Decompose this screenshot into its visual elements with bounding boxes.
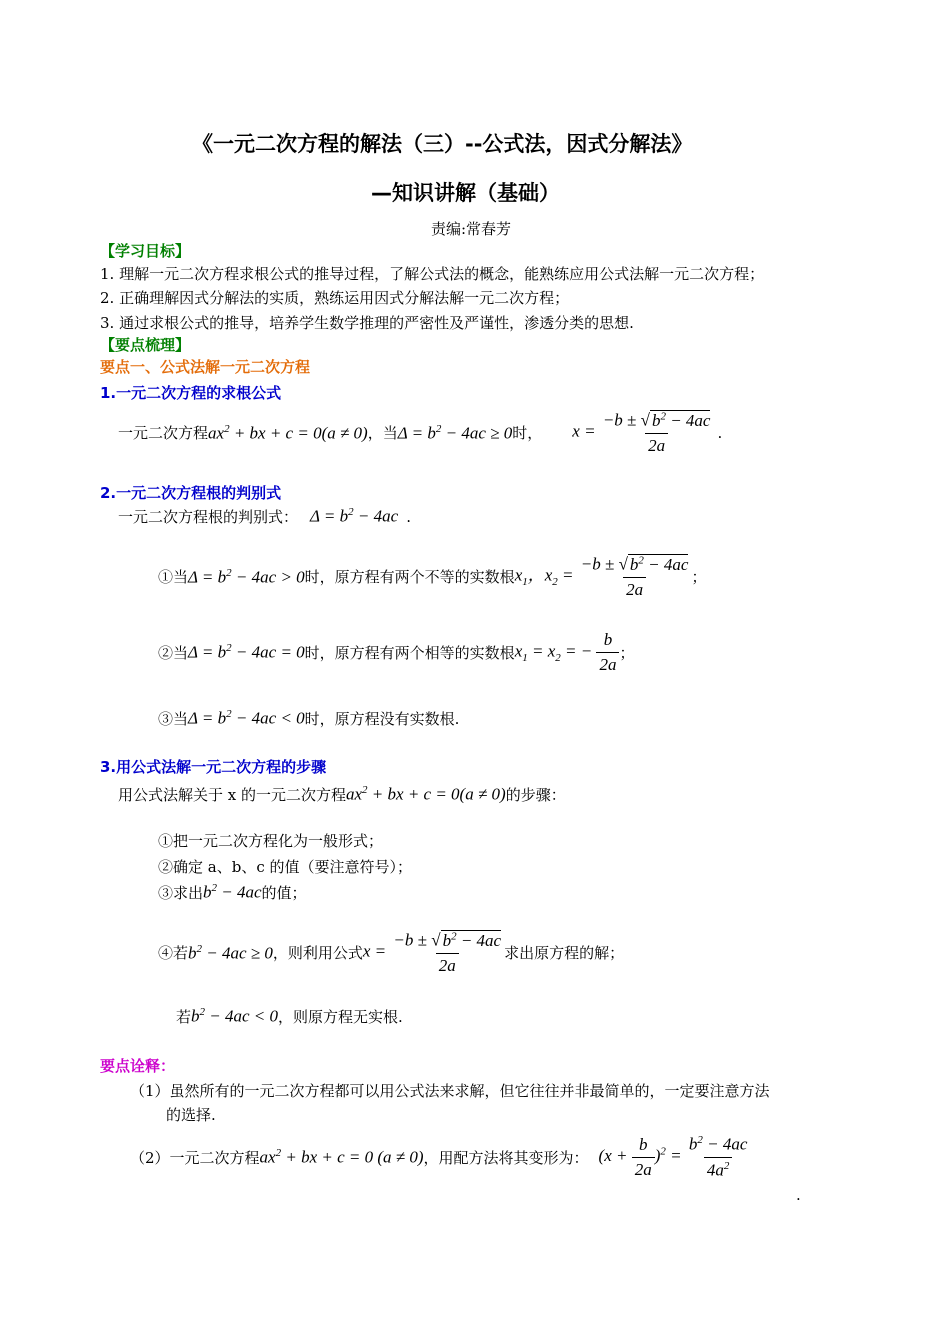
goal-item: 2. 正确理解因式分解法的实质，熟练运用因式分解法解一元二次方程； [100,289,570,307]
text: 的步骤： [505,786,566,804]
discriminant-line [118,506,411,527]
note-2 [130,1134,750,1180]
semicolon: ； [619,644,635,662]
point-one-heading: 要点一、公式法解一元二次方程 [100,358,311,376]
discriminant-condition: $\Delta = b^2 - 4ac \ge 0$ [397,422,513,443]
goals-heading: 【学习目标】 [100,242,191,260]
section-3-heading: 3.用公式法解一元二次方程的步骤 [100,758,327,776]
text: ④若 [158,944,189,963]
step-5-condition: $b^2 - 4ac < 0$ [191,1006,279,1026]
semicolon: ； [691,568,707,587]
text: ③求出 [158,884,204,902]
step-4-formula: x = $\frac{-b \pm √ b^2 - 4ac}{2a}$ [362,930,502,975]
general-equation: $ax^2$ + bx + c = 0(a ≠ 0) [208,422,368,443]
text: 若 [176,1008,192,1026]
text: 的值； [261,884,307,902]
text: ，则原方程无实根. [278,1008,403,1026]
text: ，当 [367,424,398,443]
case-2-condition: $\Delta = b^2 - 4ac = 0$ [188,642,305,662]
case-1 [158,554,706,600]
case-3-condition: $\Delta = b^2 - 4ac < 0$ [188,708,305,728]
text: ，用配方法将其变形为： [423,1148,589,1167]
case-1-roots: $x_1$，$x_2$ = $\frac{-b \pm √ b^2 - 4ac}{2a}$ [514,554,689,599]
period: . [717,423,723,442]
text: 求出原方程的解； [504,944,625,963]
text: 一元二次方程 [118,424,209,443]
general-equation: $ax^2$ + bx + c = 0(a ≠ 0) [346,784,506,804]
note-1-line-1: （1）虽然所有的一元二次方程都可以用公式法来求解，但它往往并非最简单的，一定要注意方法 [130,1082,770,1100]
note-2-equation: $ax^2$ + bx + c = 0 (a ≠ 0) [259,1146,424,1167]
page-subtitle: —知识讲解（基础） [371,181,560,205]
text: ①当 [158,568,189,587]
text: ③当 [158,710,189,728]
notes-heading: 要点诠释： [100,1057,176,1075]
case-2 [158,630,634,675]
text: 时，原方程有两个不等的实数根 [304,568,515,587]
goal-item: 3. 通过求根公式的推导，培养学生数学推理的严密性及严谨性，渗透分类的思想. [100,314,634,332]
summary-heading: 【要点梳理】 [100,336,191,354]
case-1-condition: $\Delta = b^2 - 4ac > 0$ [188,566,305,587]
step-1: ①把一元二次方程化为一般形式； [158,832,384,850]
step-5 [176,1006,403,1027]
case-2-roots: $x_1 = x_2$ = − $\frac{b}{2a}$ [515,630,620,675]
step-4-condition: $b^2 - 4ac \ge 0$ [188,942,273,963]
step-2: ②确定 a、b、c 的值（要注意符号）； [158,858,412,876]
text: 时， [512,424,543,443]
section-1-heading: 1.一元二次方程的求根公式 [100,384,282,402]
step-3-expression: $b^2 - 4ac$ [203,882,262,902]
goal-item: 1. 理解一元二次方程求根公式的推导过程，了解公式法的概念，能熟练应用公式法解一元二次方程； [100,265,765,283]
case-3 [158,708,459,729]
note-1-line-2: 的选择. [166,1106,216,1124]
text: ②当 [158,644,189,662]
step-3 [158,882,307,903]
step-4 [158,930,624,976]
period: . [406,507,411,526]
text: 时，原方程没有实数根. [304,710,460,728]
text: 一元二次方程根的判别式： [118,508,299,526]
editor-credit: 责编:常春芳 [431,220,512,238]
completed-square-formula: (x + $\frac{b}{2a}$ )$^2$ = $\frac{b^2 - 4ac}{4a^2}$ [598,1134,748,1180]
text: （2）一元二次方程 [130,1148,260,1167]
steps-intro [118,784,566,805]
text: ，则利用公式 [272,944,363,963]
discriminant-formula: $\Delta = b^2 - 4ac$ [310,506,399,526]
text: 时，原方程有两个相等的实数根 [304,644,515,662]
section-2-heading: 2.一元二次方程根的判别式 [100,484,282,502]
text: 用公式法解关于 x 的一元二次方程 [118,786,346,804]
trailing-period: . [796,1186,801,1204]
root-formula: x = $\frac{-b \pm √ b^2 - 4ac}{2a}$ [572,410,711,455]
root-formula-line [118,410,722,456]
page-title: 《一元二次方程的解法（三）--公式法，因式分解法》 [192,132,693,156]
